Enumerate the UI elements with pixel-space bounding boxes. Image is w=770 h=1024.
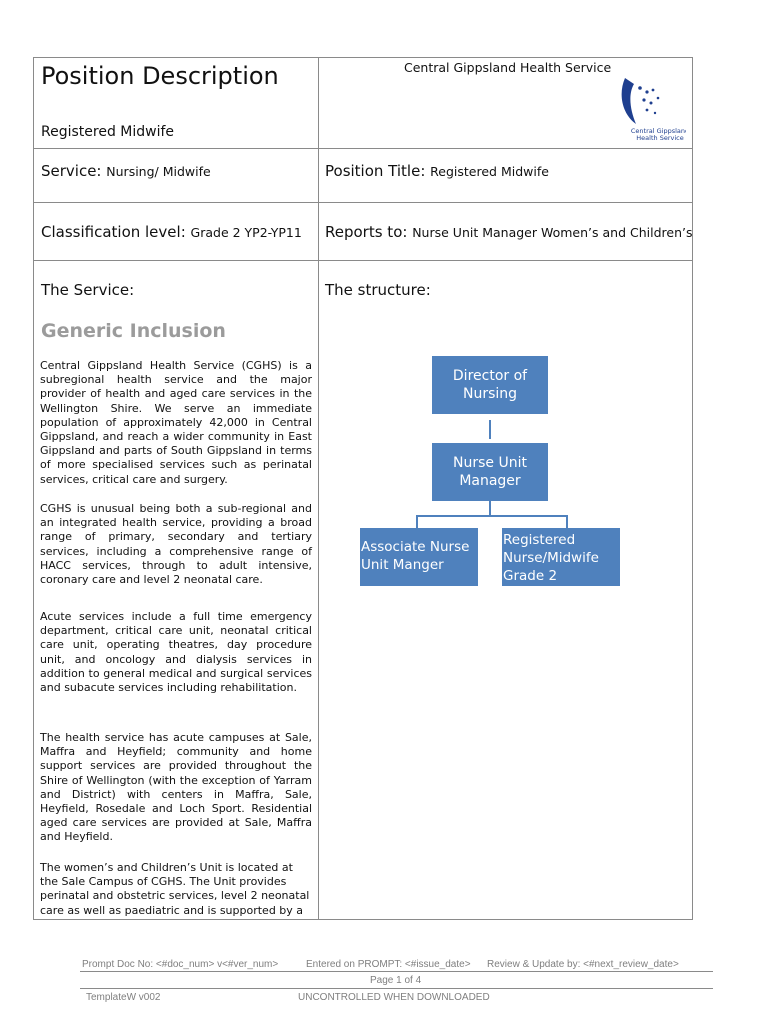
reports-to-value: Nurse Unit Manager Women’s and Children’s [412,225,693,240]
classification-value: Grade 2 YP2-YP11 [190,225,302,240]
cghs-logo [620,74,686,142]
org-box-registered-nurse-midwife: Registered Nurse/Midwife Grade 2 [502,528,620,586]
logo-text-line2: Health Service [636,134,684,142]
paragraph-acute-services: Acute services include a full time emergency department, critical care unit, neonatal critical care unit, operating theatres, day procedure unit, and oncology and dialysis services in addition to general medical and surgical services and subacute services including rehabilitation. [40,610,312,695]
service-label: Service: [41,162,102,180]
paragraph-campuses: The health service has acute campuses at Sale, Maffra and Heyfield; community and home support services are provided throughout the Shire of Wellington (with the exception of Yarram and District) with centers in Maffra, Sale, Heyfield, Rosedale and Loch Sport. Residential aged care services are provided at Sale, Maffra and Heyfield. [40,731,312,844]
row-divider [34,202,692,203]
logo-leaf-icon [622,78,636,124]
paragraph-intro: Central Gippsland Health Service (CGHS) is a subregional health service and the major provider of health and aged care services in the Wellington Shire. We serve an immediate population of approximately 42,000 in Central Gippsland, and reach a wider community in East Gippsland and parts of South Gippsland in terms of more specialised services such as perinatal services, critical care and surgery. [40,359,312,486]
org-box-nurse-unit-manager: Nurse Unit Manager [432,443,548,501]
org-connector [489,420,491,439]
org-connector [489,501,491,516]
page-title: Position Description [41,62,279,90]
org-connector [416,515,568,517]
footer-entered-on: Entered on PROMPT: <#issue_date> [306,959,471,970]
org-connector [416,515,418,528]
organization-name: Central Gippsland Health Service [404,60,612,75]
service-cell [41,162,211,180]
position-description-table [33,57,693,920]
row-divider [34,148,692,149]
reports-to-label: Reports to: [325,223,408,241]
position-title-value: Registered Midwife [430,164,549,179]
position-title-cell [325,162,549,180]
classification-cell [41,223,302,241]
org-box-associate-nurse-unit-manager: Associate Nurse Unit Manger [360,528,478,586]
the-structure-label: The structure: [325,281,431,299]
paragraph-womens-childrens-unit: The women’s and Children’s Unit is located at the Sale Campus of CGHS. The Unit provides perinatal and obstetric services, level 2 neonatal care as well as paediatric and is supported by a [40,861,310,917]
classification-label: Classification level: [41,223,186,241]
footer-uncontrolled-notice: UNCONTROLLED WHEN DOWNLOADED [298,992,490,1003]
position-subtitle: Registered Midwife [41,124,175,140]
column-divider [318,58,319,919]
footer-doc-number: Prompt Doc No: <#doc_num> v<#ver_num> [82,959,279,970]
service-value: Nursing/ Midwife [106,164,211,179]
reports-to-cell [325,223,692,241]
section-heading: Generic Inclusion [41,320,226,342]
footer-template-version: TemplateW v002 [86,992,161,1003]
org-connector [566,515,568,528]
logo-text-line1: Central Gippsland [630,127,686,135]
the-service-label: The Service: [41,281,135,299]
paragraph-integrated-service: CGHS is unusual being both a sub-regional and an integrated health service, providing a broad range of primary, secondary and tertiary services, including a comprehensive range of HACC services, through to adult intensive, coronary care and level 2 neonatal care. [40,502,312,587]
footer-page-number: Page 1 of 4 [370,975,422,986]
org-box-director-of-nursing: Director of Nursing [432,356,548,414]
footer-divider [80,971,713,972]
footer-review-date: Review & Update by: <#next_review_date> [487,959,679,970]
row-divider [34,260,692,261]
position-title-label: Position Title: [325,162,426,180]
footer-divider [80,988,713,989]
